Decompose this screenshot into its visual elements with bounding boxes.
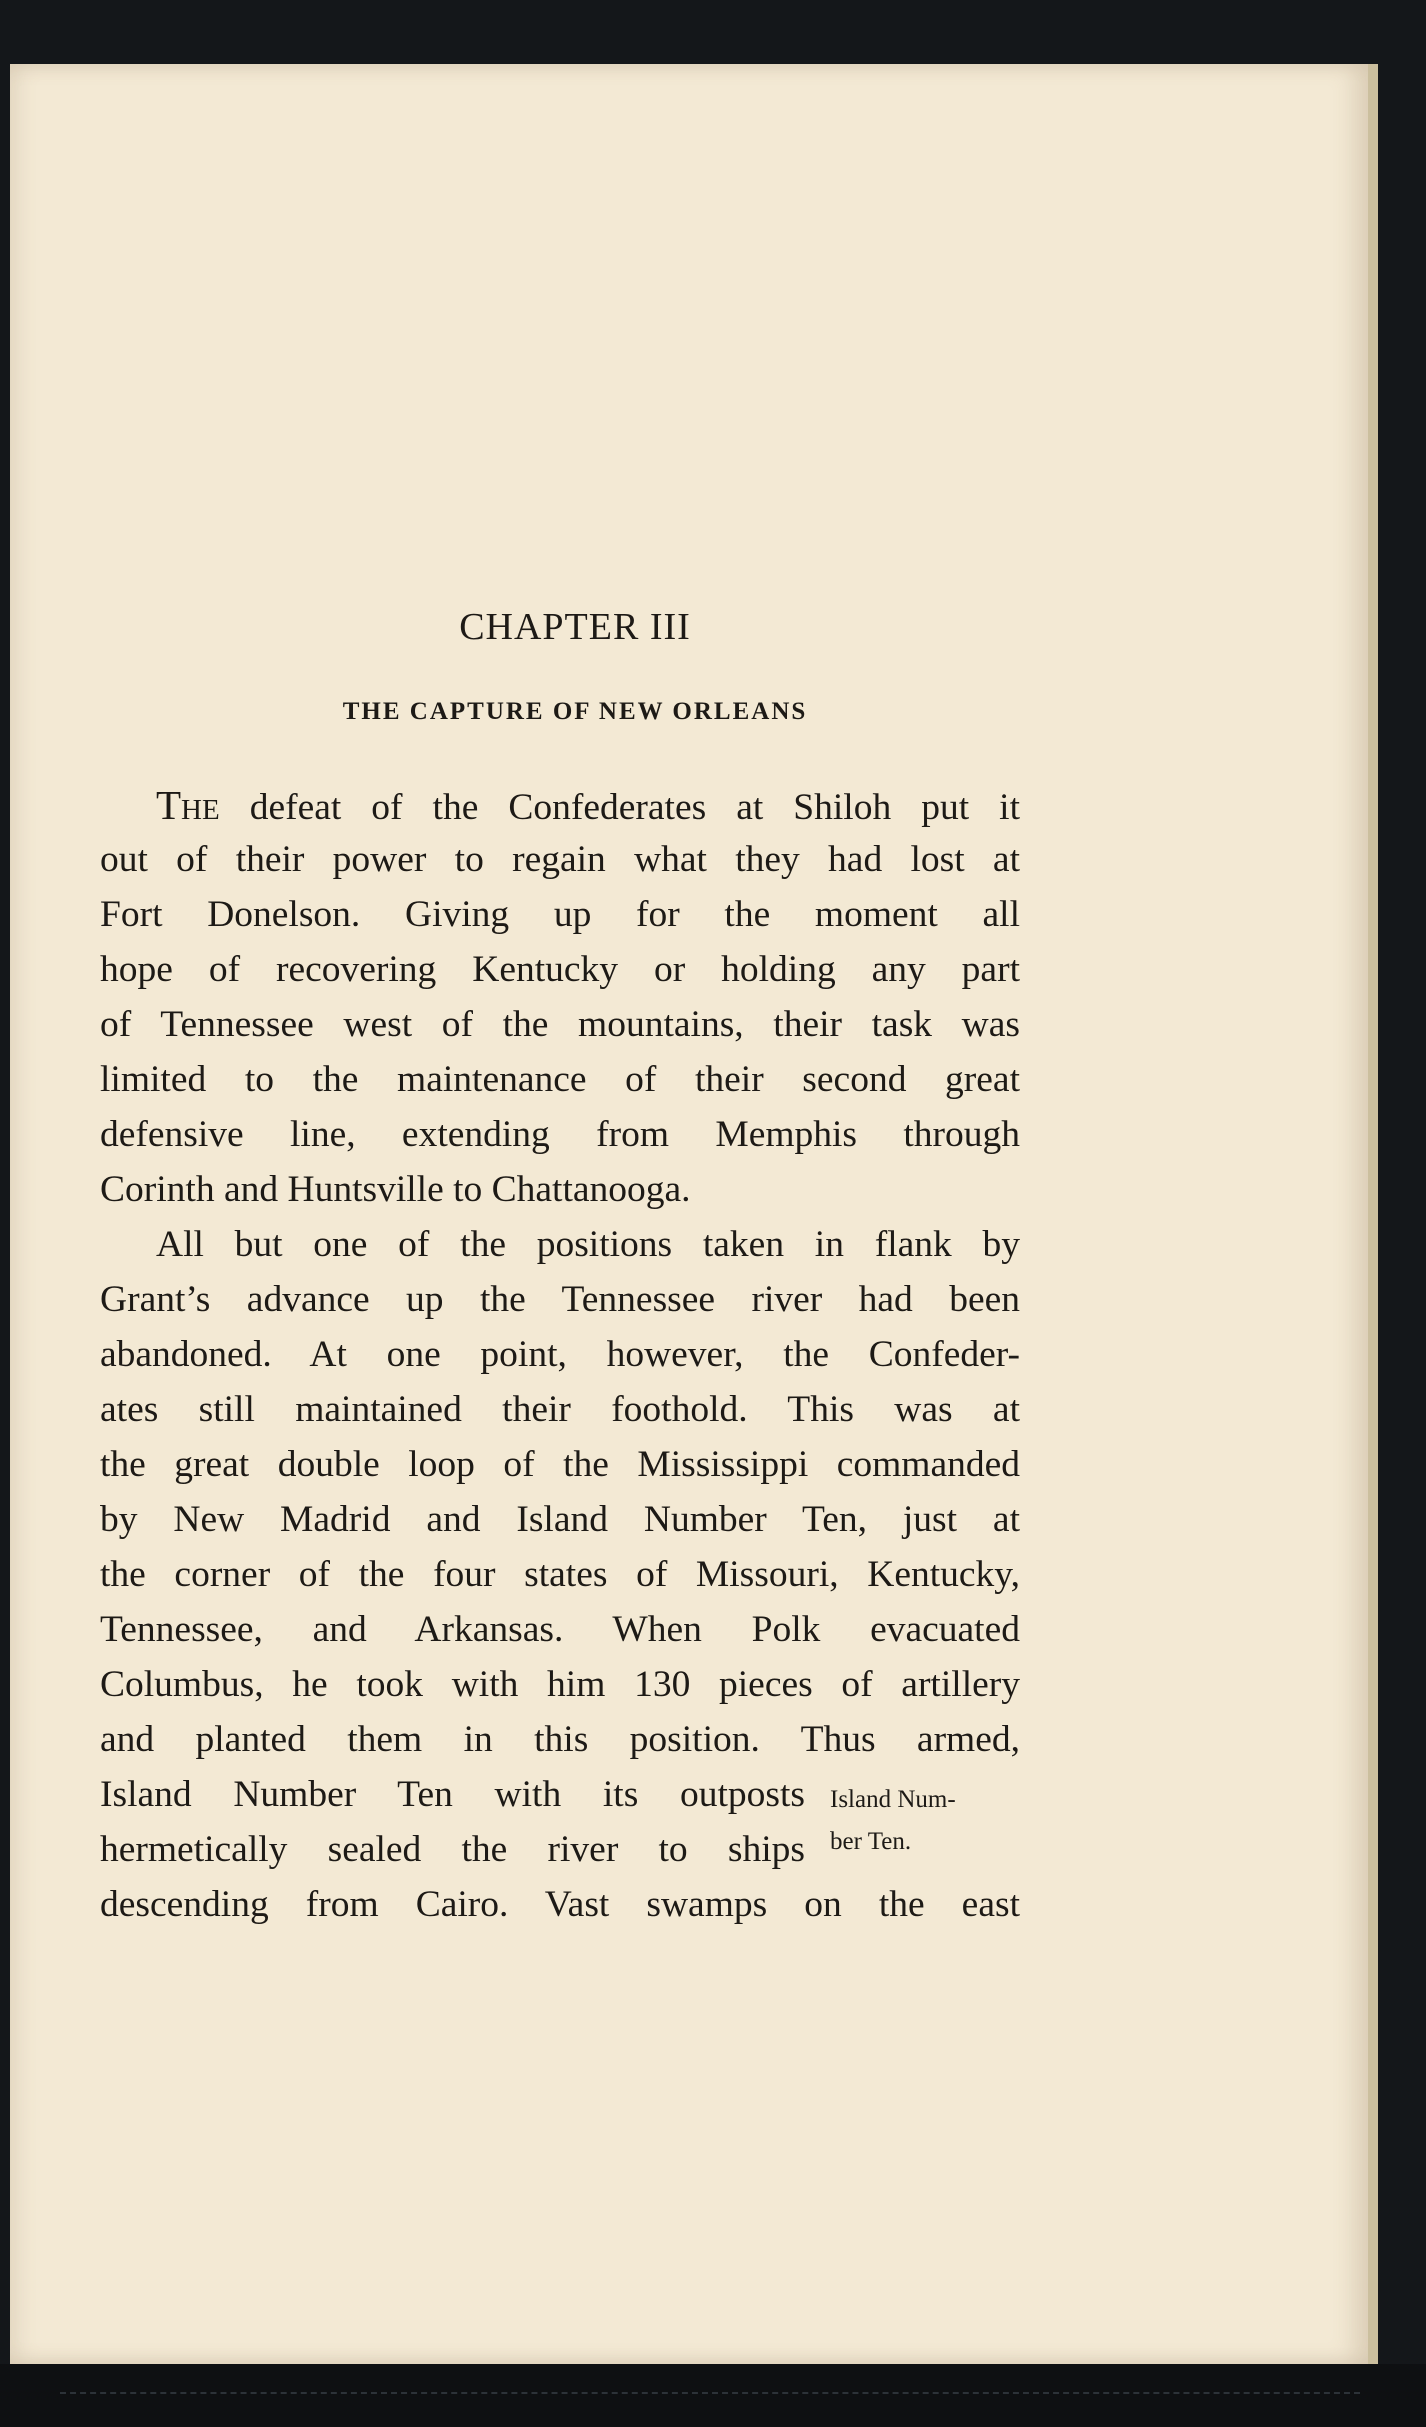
paragraph-2-line-12: hermetically sealed the river to ships <box>100 1829 805 1870</box>
paragraph-1-line-6: limited to the maintenance of their second great <box>100 1059 1020 1100</box>
chapter-title: THE CAPTURE OF NEW ORLEANS <box>342 698 808 725</box>
paragraph-2-line-10: and planted them in this position. Thus armed, <box>100 1719 1020 1760</box>
paragraph-2-line-5: the great double loop of the Mississippi commanded <box>100 1444 1020 1485</box>
paragraph-1-line-5: of Tennessee west of the mountains, their task was <box>100 1004 1020 1045</box>
paragraph-1-line-2: out of their power to regain what they had lost at <box>100 839 1020 880</box>
scan-background-strip <box>0 2364 1426 2427</box>
paragraph-2-line-13: descending from Cairo. Vast swamps on the east <box>100 1884 1020 1925</box>
paragraph-2-line-9: Columbus, he took with him 130 pieces of artillery <box>100 1664 1020 1705</box>
paragraph-1-line-1-text: defeat of the Confederates at Shiloh put it <box>219 787 1020 828</box>
margin-note-line-1: Island Num- <box>830 1786 956 1813</box>
paragraph-2-line-4: ates still maintained their foothold. This was at <box>100 1389 1020 1430</box>
scan-strip-line <box>60 2392 1360 2394</box>
paragraph-2-line-8: Tennessee, and Arkansas. When Polk evacuated <box>100 1609 1020 1650</box>
margin-note-line-2: ber Ten. <box>830 1828 912 1855</box>
paragraph-1-line-1 <box>156 780 1020 830</box>
paragraph-2-line-11: Island Number Ten with its outposts <box>100 1774 805 1815</box>
paragraph-2-line-7: the corner of the four states of Missouri, Kentucky, <box>100 1554 1020 1595</box>
paragraph-1-line-4: hope of recovering Kentucky or holding any part <box>100 949 1020 990</box>
paragraph-2-line-3: abandoned. At one point, however, the Confeder- <box>100 1334 1020 1375</box>
paragraph-1-line-8: Corinth and Huntsville to Chattanooga. <box>100 1169 691 1210</box>
paragraph-2-line-1: All but one of the positions taken in flank by <box>156 1224 1020 1265</box>
page-edge <box>1368 64 1378 2364</box>
paragraph-1-lead-word: The <box>156 782 220 828</box>
paragraph-2-line-6: by New Madrid and Island Number Ten, just at <box>100 1499 1020 1540</box>
paragraph-1-line-7: defensive line, extending from Memphis through <box>100 1114 1020 1155</box>
paragraph-1-line-3: Fort Donelson. Giving up for the moment all <box>100 894 1020 935</box>
paragraph-2-line-2: Grant’s advance up the Tennessee river had been <box>100 1279 1020 1320</box>
chapter-number: CHAPTER III <box>459 606 691 648</box>
